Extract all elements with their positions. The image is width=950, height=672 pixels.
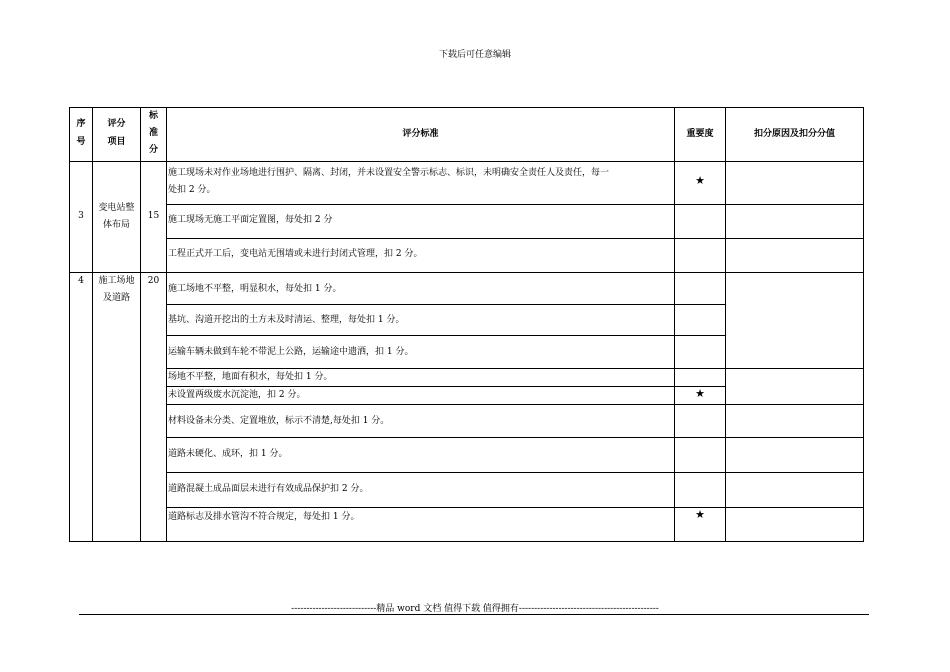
header-score-line1: 标 xyxy=(148,111,158,121)
criteria-row: 道路标志及排水管沟不符合规定，每处扣 1 分。 xyxy=(168,512,360,522)
criteria-row: 施工现场未对作业场地进行围护、隔离、封闭，并未设置安全警示标志、标识，未明确安全责任人及责任，每一 xyxy=(168,168,610,178)
importance-star: ★ xyxy=(695,174,705,187)
header-importance: 重要度 xyxy=(686,129,714,139)
criteria-row: 施工现场无施工平面定置图，每处扣 2 分 xyxy=(168,215,333,225)
header-item-line2: 项目 xyxy=(107,137,126,147)
footer-rule xyxy=(79,614,869,615)
criteria-row: 场地不平整，地面有积水，每处扣 1 分。 xyxy=(168,372,333,382)
section-seq: 3 xyxy=(78,211,84,221)
header-note: 下载后可任意编辑 xyxy=(438,50,511,60)
importance-star: ★ xyxy=(695,508,705,521)
section-seq: 4 xyxy=(78,276,84,286)
header-deduction: 扣分原因及扣分分值 xyxy=(753,129,835,139)
section-item-line1: 变电站整 xyxy=(98,203,135,213)
header-seq-line2: 号 xyxy=(76,137,86,147)
criteria-row: 道路混凝土成品面层未进行有效成品保护扣 2 分。 xyxy=(168,484,369,494)
header-item-line1: 评分 xyxy=(107,119,126,129)
section-item-line1: 施工场地 xyxy=(98,276,135,286)
criteria-row: 施工场地不平整，明显积水，每处扣 1 分。 xyxy=(168,284,342,294)
header-score-line3: 分 xyxy=(148,145,158,155)
criteria-row: 运输车辆未做到车轮不带泥上公路，运输途中遗洒，扣 1 分。 xyxy=(168,347,414,357)
criteria-row-cont: 处扣 2 分。 xyxy=(168,185,216,195)
header-score-line2: 准 xyxy=(148,128,158,138)
criteria-row: 工程正式开工后，变电站无围墙或未进行封闭式管理，扣 2 分。 xyxy=(168,249,423,259)
criteria-row: 基坑、沟道开挖出的土方未及时清运、整理，每处扣 1 分。 xyxy=(168,315,405,325)
section-score: 20 xyxy=(147,276,160,286)
section-item-line2: 及道路 xyxy=(102,293,130,303)
criteria-row: 道路未硬化、成环，扣 1 分。 xyxy=(168,449,288,459)
header-criteria: 评分标准 xyxy=(402,129,439,139)
criteria-row: 材料设备未分类、定置堆放，标示不清楚,每处扣 1 分。 xyxy=(168,416,390,426)
section-item-line2: 体布局 xyxy=(102,220,130,230)
criteria-row: 未设置两级废水沉淀池，扣 2 分。 xyxy=(168,390,306,400)
importance-star: ★ xyxy=(695,387,705,400)
section-score: 15 xyxy=(147,211,160,221)
header-seq-line1: 序 xyxy=(76,119,86,129)
footer-note: ----------------------------精品 word 文档 值得下载 值得拥有---------------------------------------------- xyxy=(291,604,659,614)
